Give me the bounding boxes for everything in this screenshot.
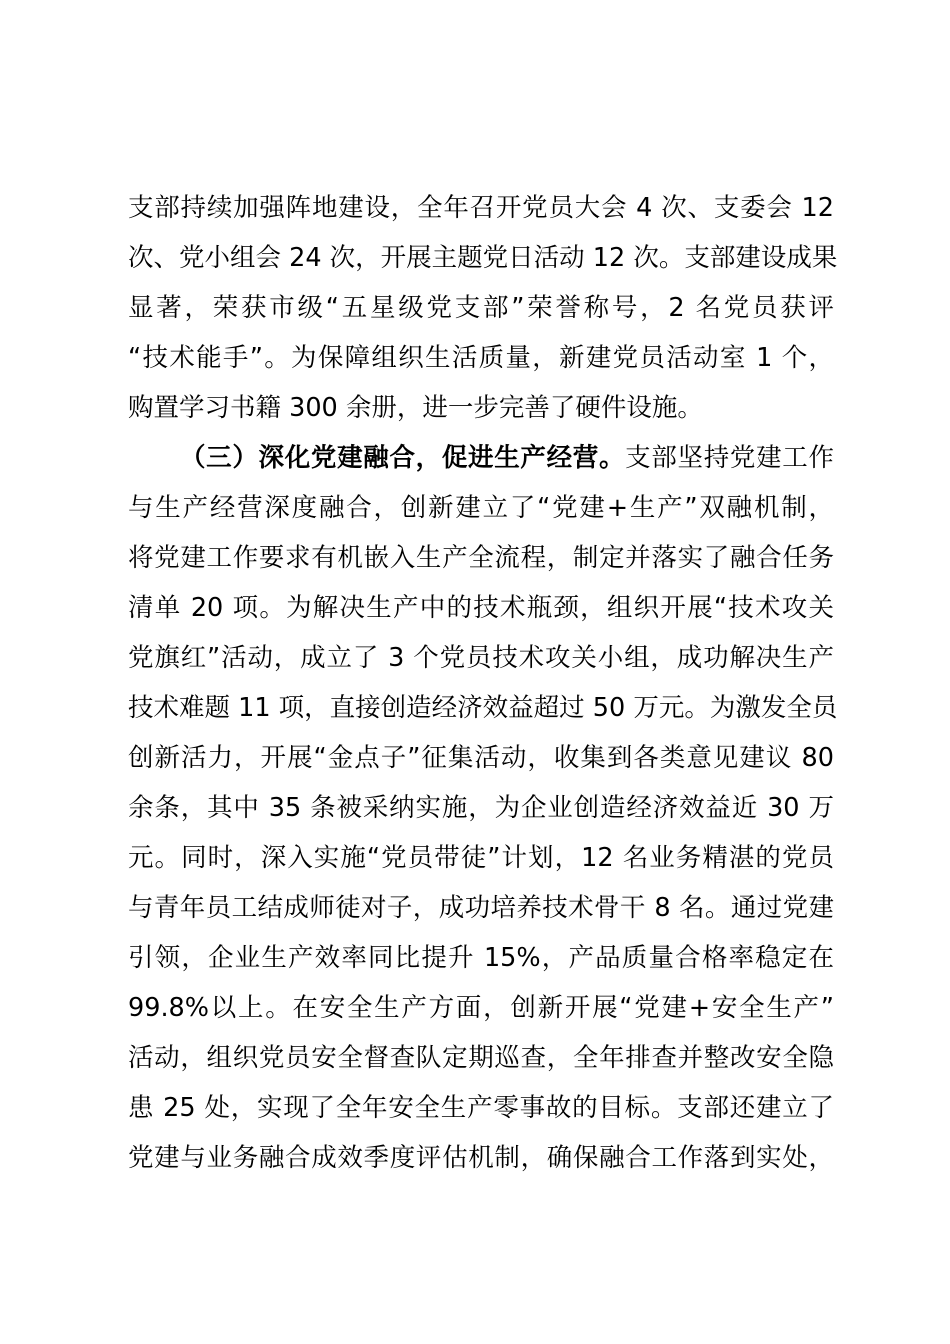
text-line: 党旗红”活动，成立了 3 个党员技术攻关小组，成功解决生产 [128,643,834,673]
text-line: 清单 20 项。为解决生产中的技术瓶颈，组织开展“技术攻关 [128,593,834,623]
text-line: “技术能手”。为保障组织生活质量，新建党员活动室 1 个， [128,343,834,373]
text-line: 显著，荣获市级“五星级党支部”荣誉称号，2 名党员获评 [128,293,834,323]
text-line: 患 25 处，实现了全年安全生产零事故的目标。支部还建立了 [128,1093,834,1123]
text-line: 元。同时，深入实施“党员带徒”计划，12 名业务精湛的党员 [128,843,834,873]
text-line: 购置学习书籍 300 余册，进一步完善了硬件设施。 [128,393,703,423]
document-page [128,183,838,1183]
text-line: 与生产经营深度融合，创新建立了“党建+生产”双融机制， [128,493,834,523]
text-line: 创新活力，开展“金点子”征集活动，收集到各类意见建议 80 [128,743,834,773]
section-heading: （三）深化党建融合，促进生产经营。 [180,443,626,473]
paragraph-position-building [128,183,838,433]
paragraph-party-integration [128,433,838,1183]
text-line [128,433,834,483]
text-line: 余条，其中 35 条被采纳实施，为企业创造经济效益近 30 万 [128,793,834,823]
text-line: 技术难题 11 项，直接创造经济效益超过 50 万元。为激发全员 [128,693,838,723]
text-line: 与青年员工结成师徒对子，成功培养技术骨干 8 名。通过党建 [128,893,834,923]
text-line: 引领，企业生产效率同比提升 15%，产品质量合格率稳定在 [128,943,834,973]
heading-followup-text: 支部坚持党建工作 [625,443,834,473]
text-line: 将党建工作要求有机嵌入生产全流程，制定并落实了融合任务 [128,543,834,573]
text-line: 次、党小组会 24 次，开展主题党日活动 12 次。支部建设成果 [128,243,838,273]
text-line: 活动，组织党员安全督查队定期巡查，全年排查并整改安全隐 [128,1043,834,1073]
text-line: 党建与业务融合成效季度评估机制，确保融合工作落到实处， [128,1143,834,1173]
text-line: 支部持续加强阵地建设，全年召开党员大会 4 次、支委会 12 [128,193,834,223]
text-line: 99.8%以上。在安全生产方面，创新开展“党建+安全生产” [128,993,834,1023]
